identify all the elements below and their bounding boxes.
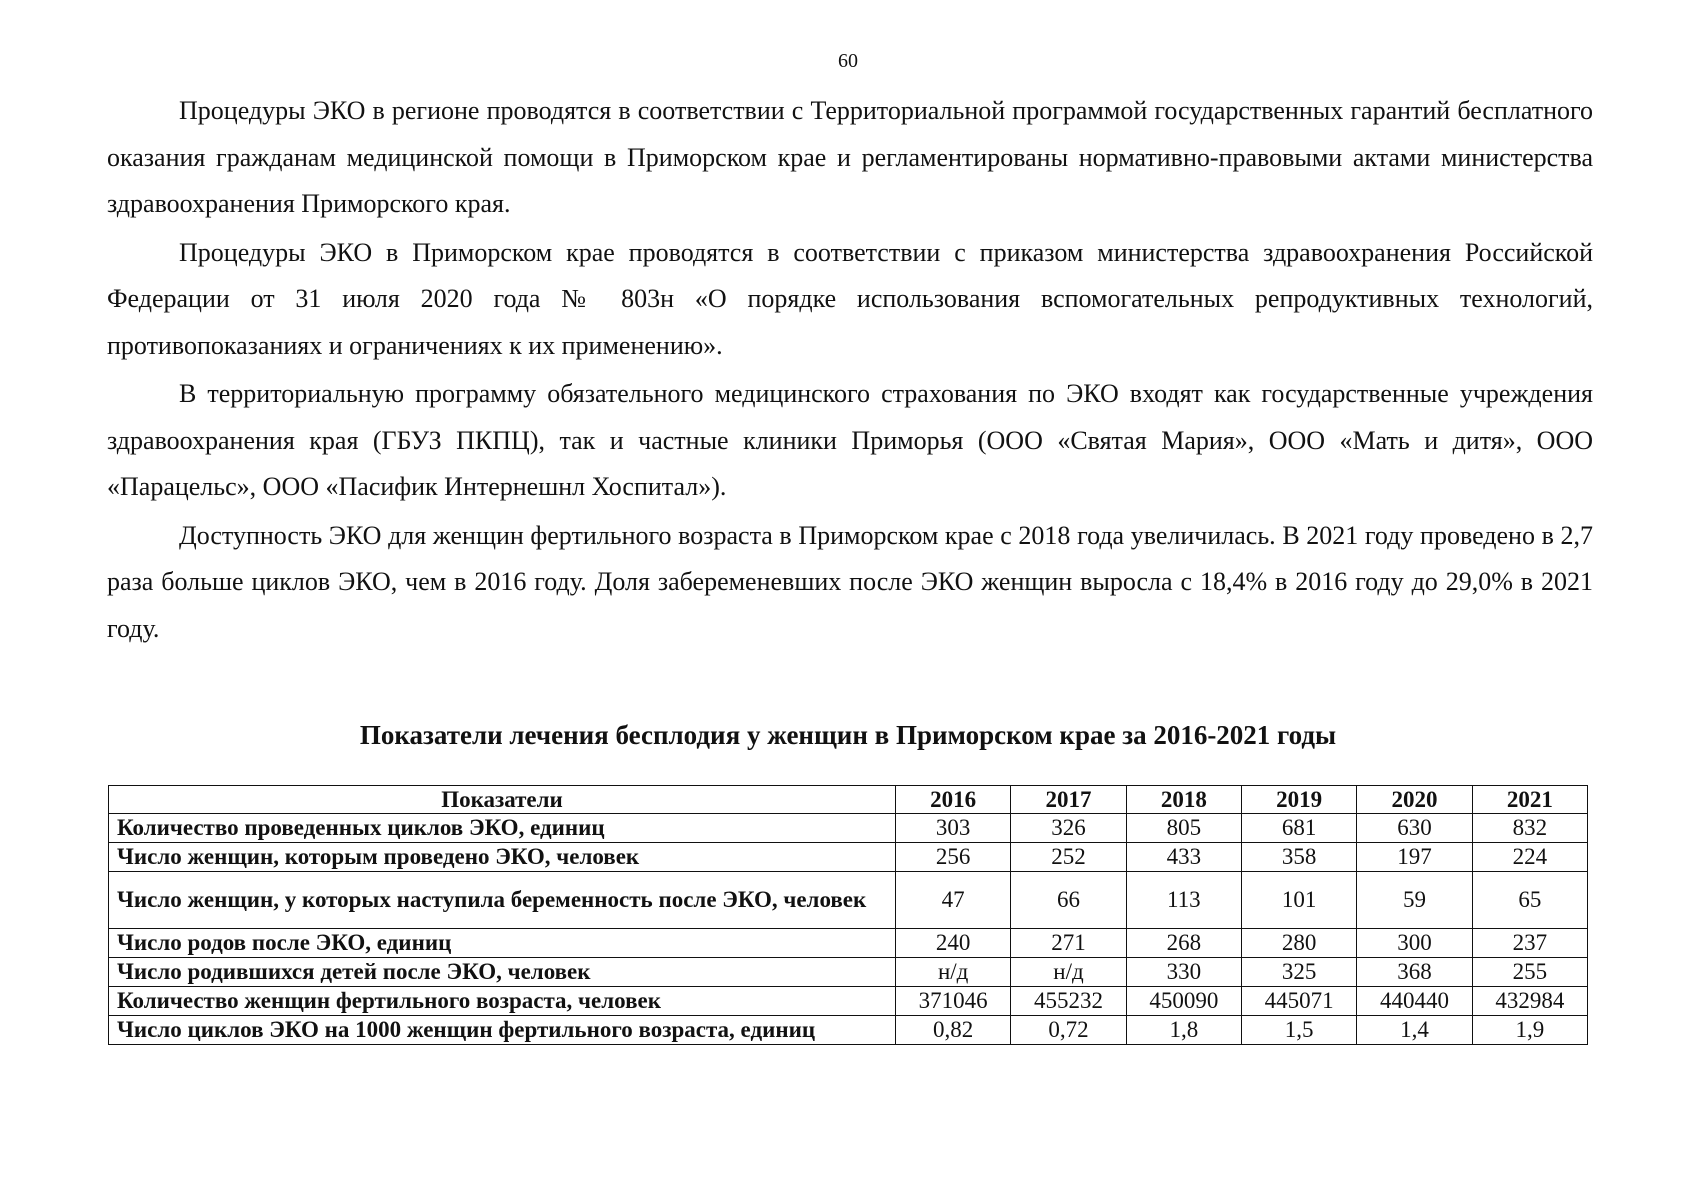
cell: н/д xyxy=(1011,958,1126,987)
table-row xyxy=(109,1016,1588,1045)
cell: 271 xyxy=(1011,929,1126,958)
header-cell: 2018 xyxy=(1126,786,1241,814)
cell: 240 xyxy=(896,929,1011,958)
cell: 280 xyxy=(1241,929,1356,958)
cell: 59 xyxy=(1357,872,1472,929)
cell: 455232 xyxy=(1011,987,1126,1016)
cell: 450090 xyxy=(1126,987,1241,1016)
cell: 113 xyxy=(1126,872,1241,929)
cell: 805 xyxy=(1126,814,1241,843)
table-title: Показатели лечения бесплодия у женщин в Приморском крае за 2016-2021 годы xyxy=(359,720,1337,750)
cell: 445071 xyxy=(1241,987,1356,1016)
row-label: Число женщин, которым проведено ЭКО, человек xyxy=(109,843,896,872)
row-label: Число родившихся детей после ЭКО, человек xyxy=(109,958,896,987)
cell: 681 xyxy=(1241,814,1356,843)
row-label: Число женщин, у которых наступила беременность после ЭКО, человек xyxy=(109,872,896,929)
cell: 66 xyxy=(1011,872,1126,929)
cell: 252 xyxy=(1011,843,1126,872)
header-cell: 2020 xyxy=(1357,786,1472,814)
cell: 1,9 xyxy=(1472,1016,1587,1045)
cell: 1,4 xyxy=(1357,1016,1472,1045)
cell: 197 xyxy=(1357,843,1472,872)
cell: 224 xyxy=(1472,843,1587,872)
table-row xyxy=(109,814,1588,843)
cell: 832 xyxy=(1472,814,1587,843)
table-row xyxy=(109,958,1588,987)
cell: 0,72 xyxy=(1011,1016,1126,1045)
cell: 1,5 xyxy=(1241,1016,1356,1045)
cell: 65 xyxy=(1472,872,1587,929)
header-cell: Показатели xyxy=(109,786,896,814)
cell: 630 xyxy=(1357,814,1472,843)
cell: 47 xyxy=(896,872,1011,929)
cell: 368 xyxy=(1357,958,1472,987)
row-label: Количество женщин фертильного возраста, человек xyxy=(109,987,896,1016)
table-row xyxy=(109,843,1588,872)
table-row xyxy=(109,929,1588,958)
row-label: Число циклов ЭКО на 1000 женщин фертильного возраста, единиц xyxy=(109,1016,896,1045)
cell: 256 xyxy=(896,843,1011,872)
cell: 432984 xyxy=(1472,987,1587,1016)
body-text xyxy=(107,88,1593,654)
header-cell: 2016 xyxy=(896,786,1011,814)
page-number: 60 xyxy=(838,50,858,72)
cell: 358 xyxy=(1241,843,1356,872)
data-table xyxy=(108,785,1588,1045)
table-row xyxy=(109,987,1588,1016)
header-cell: 2019 xyxy=(1241,786,1356,814)
header-cell: 2017 xyxy=(1011,786,1126,814)
row-label: Количество проведенных циклов ЭКО, единиц xyxy=(109,814,896,843)
paragraph: Процедуры ЭКО в регионе проводятся в соответствии с Территориальной программой государственных гарантий бесплатного оказания гражданам медицинской помощи в Приморском крае и регламентированы нормативно-правовыми актами министерства здравоохранения Приморского края. xyxy=(107,96,1593,218)
paragraph: Доступность ЭКО для женщин фертильного возраста в Приморском крае с 2018 года увеличилась. В 2021 году проведено в 2,7 раза больше циклов ЭКО, чем в 2016 году. Доля забеременевших после ЭКО женщин выросла с 18,4% в 2016 году до 29,0% в 2021 году. xyxy=(107,520,1593,643)
cell: 237 xyxy=(1472,929,1587,958)
table-row xyxy=(109,872,1588,929)
paragraph: Процедуры ЭКО в Приморском крае проводятся в соответствии с приказом министерства здравоохранения Российской Федерации от 31 июля 2020 года № 803н «О порядке использования вспомогательных репродуктивных технологий, противопоказаниях и ограничениях к их применению». xyxy=(107,237,1593,360)
cell: 325 xyxy=(1241,958,1356,987)
cell: 300 xyxy=(1357,929,1472,958)
cell: 326 xyxy=(1011,814,1126,843)
cell: 1,8 xyxy=(1126,1016,1241,1045)
cell: 371046 xyxy=(896,987,1011,1016)
cell: 330 xyxy=(1126,958,1241,987)
cell: 101 xyxy=(1241,872,1356,929)
cell: 433 xyxy=(1126,843,1241,872)
cell: 440440 xyxy=(1357,987,1472,1016)
cell: н/д xyxy=(896,958,1011,987)
row-label: Число родов после ЭКО, единиц xyxy=(109,929,896,958)
paragraph: В территориальную программу обязательного медицинского страхования по ЭКО входят как государственные учреждения здравоохранения края (ГБУЗ ПКПЦ), так и частные клиники Приморья (ООО «Святая Мария», ООО «Мать и дитя», ООО «Парацельс», ООО «Пасифик Интернешнл Хоспитал»). xyxy=(107,379,1593,501)
table-header-row xyxy=(109,786,1588,814)
cell: 303 xyxy=(896,814,1011,843)
cell: 268 xyxy=(1126,929,1241,958)
cell: 0,82 xyxy=(896,1016,1011,1045)
header-cell: 2021 xyxy=(1472,786,1587,814)
cell: 255 xyxy=(1472,958,1587,987)
